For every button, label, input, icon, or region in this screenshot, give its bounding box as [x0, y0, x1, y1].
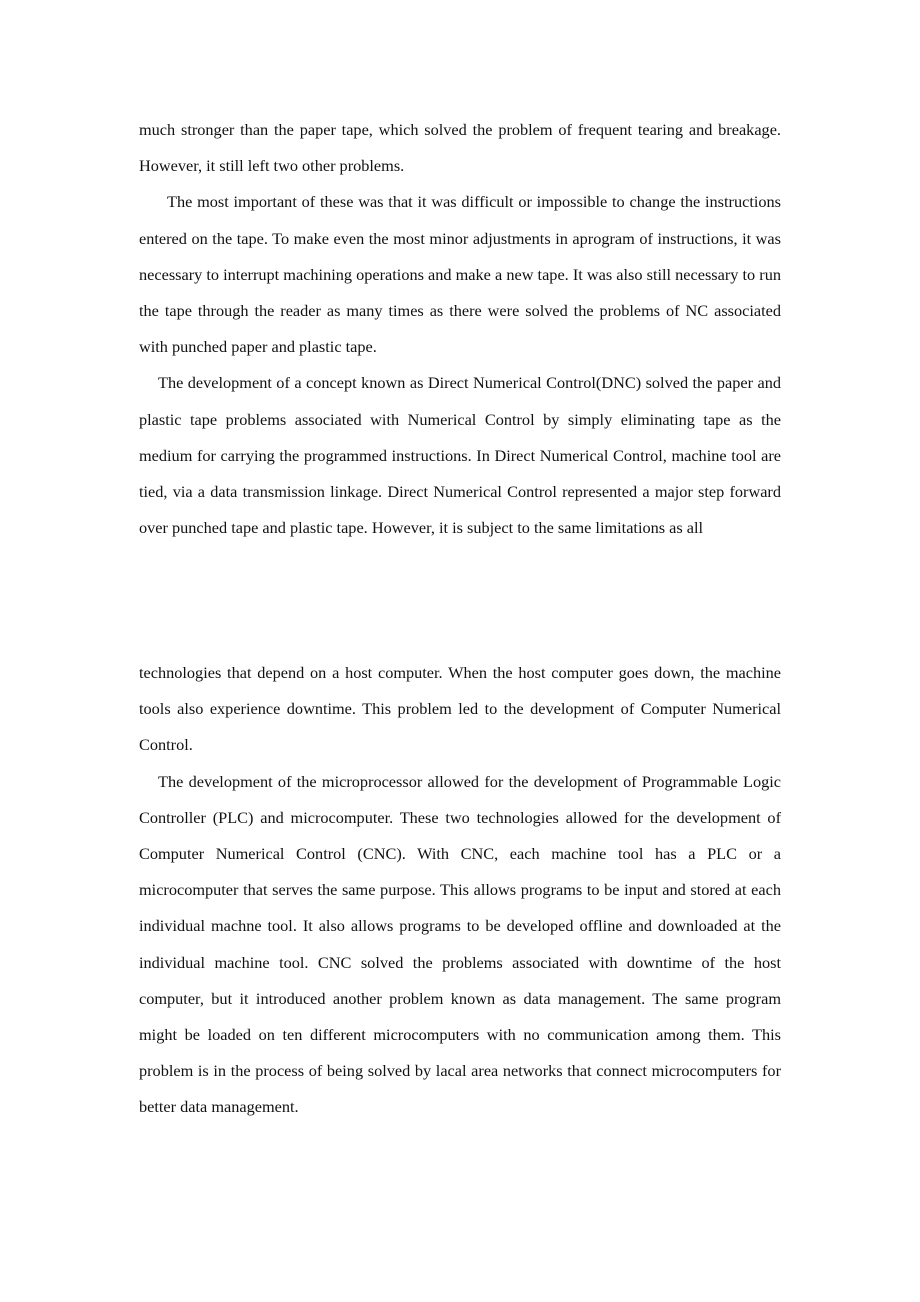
text-block-lower — [139, 655, 781, 1126]
paragraph-continuation: much stronger than the paper tape, which solved the problem of frequent tearing and breakage. However, it still left two other problems. — [139, 120, 781, 176]
text-block-upper — [139, 112, 781, 546]
paragraph-host-computer: technologies that depend on a host computer. When the host computer goes down, the machine tools also experience downtime. This problem led to the development of Computer Numerical Control. — [139, 663, 781, 755]
paragraph-dnc: The development of a concept known as Direct Numerical Control(DNC) solved the paper and plastic tape problems associated with Numerical Control by simply eliminating tape as the medium for carrying the programmed instructions. In Direct Numerical Control, machine tool are tied, via a data transmission linkage. Direct Numerical Control represented a major step forward over punched tape and plastic tape. However, it is subject to the same limitations as all — [139, 373, 781, 538]
paragraph-tape-limitations: The most important of these was that it was difficult or impossible to change the instructions entered on the tape. To make even the most minor adjustments in aprogram of instructions, it was necessary to interrupt machining operations and make a new tape. It was also still necessary to run the tape through the reader as many times as there were solved the problems of NC associated with punched paper and plastic tape. — [139, 192, 781, 357]
paragraph-cnc: The development of the microprocessor allowed for the development of Programmable Logic Controller (PLC) and microcomputer. These two technologies allowed for the development of Computer Numerical Control (CNC). With CNC, each machine tool has a PLC or a microcomputer that serves the same purpose. This allows programs to be input and stored at each individual machne tool. It also allows programs to be developed offline and downloaded at the individual machine tool. CNC solved the problems associated with downtime of the host computer, but it introduced another problem known as data management. The same program might be loaded on ten different microcomputers with no communication among them. This problem is in the process of being solved by lacal area networks that connect microcomputers for better data management. — [139, 771, 781, 1117]
